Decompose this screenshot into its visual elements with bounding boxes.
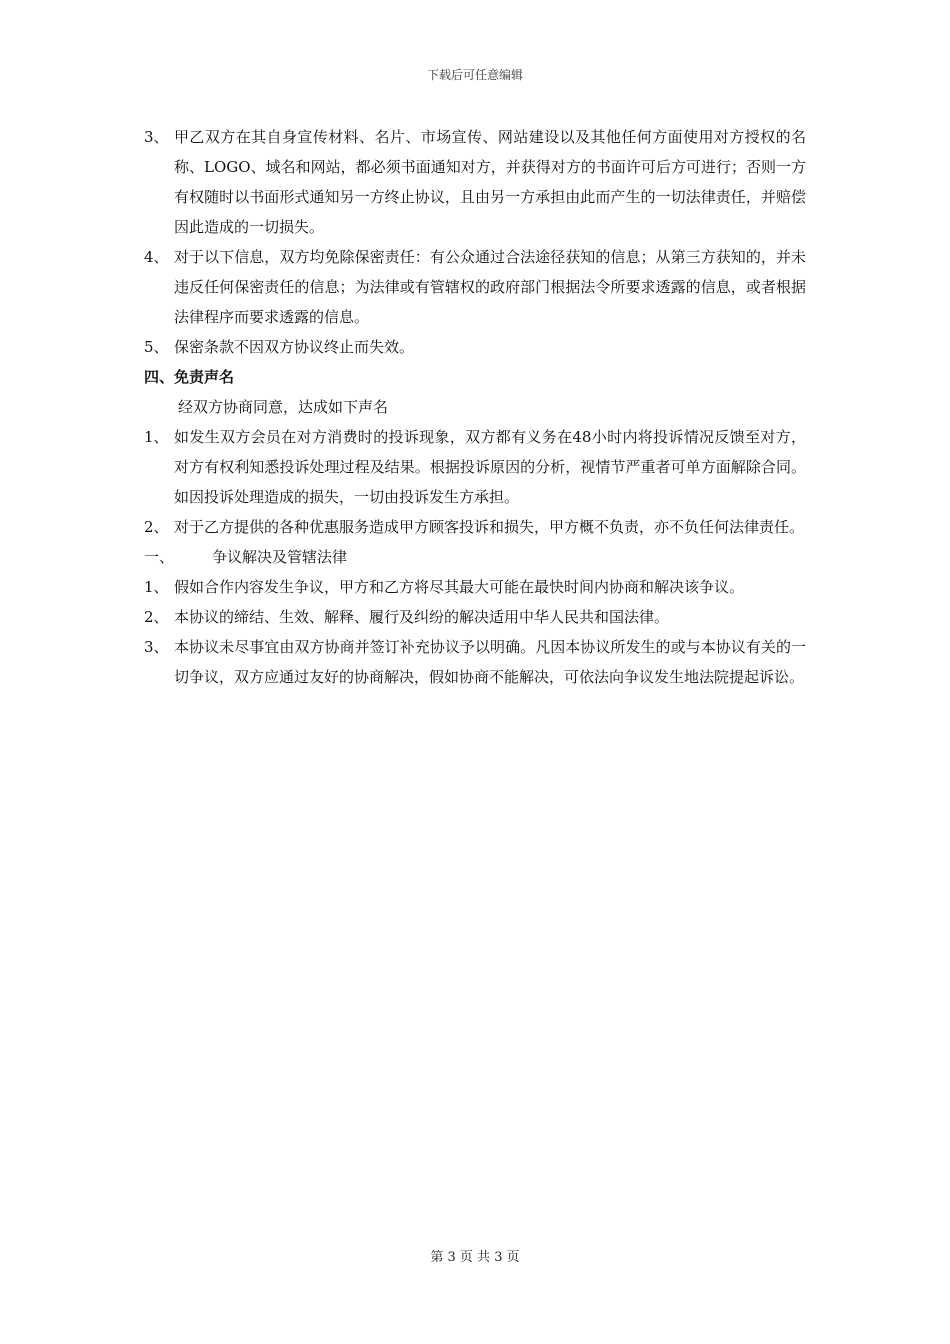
clause-text: 对于乙方提供的各种优惠服务造成甲方顾客投诉和损失，甲方概不负责，亦不负任何法律责任。 <box>174 518 805 536</box>
clause-text: 如发生双方会员在对方消费时的投诉现象，双方都有义务在48小时内将投诉情况反馈至对方，对方有权利知悉投诉处理过程及结果。根据投诉原因的分析，视情节严重者可单方面解除合同。如因投诉处理造成的损失，一切由投诉发生方承担。 <box>174 428 806 506</box>
clause-number: 4、 <box>144 248 169 266</box>
clause-text: 本协议未尽事宜由双方协商并签订补充协议予以明确。凡因本协议所发生的或与本协议有关的一切争议，双方应通过友好的协商解决，假如协商不能解决，可依法向争议发生地法院提起诉讼。 <box>174 638 806 686</box>
clause-4 <box>144 242 806 332</box>
page-header: 下载后可任意编辑 <box>426 68 523 82</box>
clause-number: 2、 <box>144 608 169 626</box>
dispute-clause-3 <box>144 632 806 692</box>
section-heading-disclaimer: 四、免责声名 <box>144 368 235 386</box>
section-intro: 经双方协商同意，达成如下声名 <box>178 398 389 416</box>
clause-3 <box>144 122 806 242</box>
section-number: 一、 <box>144 548 175 566</box>
disclaimer-clause-1 <box>144 422 806 512</box>
clause-text: 假如合作内容发生争议，甲方和乙方将尽其最大可能在最快时间内协商和解决该争议。 <box>174 578 745 596</box>
clause-number: 3、 <box>144 638 169 656</box>
page-footer: 第 3 页 共 3 页 <box>430 1250 520 1265</box>
document-body <box>144 122 806 692</box>
section-title: 争议解决及管辖法律 <box>212 548 348 566</box>
clause-text: 本协议的缔结、生效、解释、履行及纠纷的解决适用中华人民共和国法律。 <box>174 608 670 626</box>
section-heading-dispute <box>144 542 806 572</box>
clause-number: 2、 <box>144 518 169 536</box>
disclaimer-clause-2 <box>144 512 806 542</box>
clause-text: 甲乙双方在其自身宣传材料、名片、市场宣传、网站建设以及其他任何方面使用对方授权的名称、LOGO、域名和网站，都必须书面通知对方，并获得对方的书面许可后方可进行；否则一方有权随时以书面形式通知另一方终止协议，且由另一方承担由此而产生的一切法律责任，并赔偿因此造成的一切损失。 <box>174 128 806 236</box>
dispute-clause-1 <box>144 572 806 602</box>
clause-number: 1、 <box>144 428 169 446</box>
clause-number: 1、 <box>144 578 169 596</box>
clause-text: 保密条款不因双方协议终止而失效。 <box>174 338 415 356</box>
dispute-clause-2 <box>144 602 806 632</box>
clause-text: 对于以下信息，双方均免除保密责任：有公众通过合法途径获知的信息；从第三方获知的，并未违反任何保密责任的信息；为法律或有管辖权的政府部门根据法令所要求透露的信息，或者根据法律程序而要求透露的信息。 <box>174 248 806 326</box>
clause-number: 5、 <box>144 338 169 356</box>
clause-number: 3、 <box>144 128 169 146</box>
clause-5 <box>144 332 806 362</box>
